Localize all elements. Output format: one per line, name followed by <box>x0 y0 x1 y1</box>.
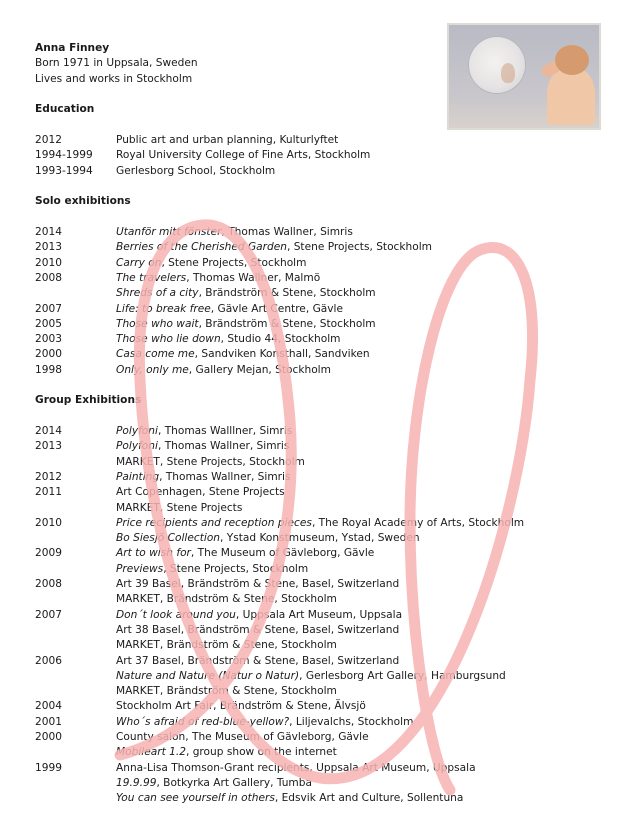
entry-title: Polyfoni <box>116 440 158 453</box>
entry-year: 2013 <box>35 440 62 453</box>
entry-details: , The Museum of Gävleborg, Gävle <box>190 547 375 560</box>
entry-details: Art 37 Basel, Brändström & Stene, Basel, Switzerland <box>116 654 400 667</box>
entry-text <box>116 287 376 299</box>
artist-residence: Lives and works in Stockholm <box>35 72 193 85</box>
entry-text <box>116 517 524 529</box>
entry-details: , Stene Projects, Stockholm <box>163 562 309 575</box>
entry-title: Painting <box>116 470 160 483</box>
entry-details: Art 39 Basel, Brändström & Stene, Basel, Switzerland <box>116 578 400 590</box>
entry-details: Stockholm Art Fair, Brändström & Stene, Älvsjö <box>116 700 366 713</box>
entry-title: You can see yourself in others <box>116 792 275 805</box>
entry-year: 2000 <box>35 731 62 743</box>
entry-year: 2009 <box>35 547 62 560</box>
entry-title: Who´s afraid of red-blue-yellow? <box>116 715 290 728</box>
entry-text <box>116 716 413 728</box>
entry-title: 19.9.99 <box>116 776 157 789</box>
entry-year: 2010 <box>35 256 62 269</box>
entry-details: Gerlesborg School, Stockholm <box>116 164 276 177</box>
entry-details: , Ystad Konstmuseum, Ystad, Sweden <box>220 532 420 545</box>
entry-details: , Thomas Wallner, Simris <box>159 470 291 483</box>
entry-title: Previews <box>116 562 164 575</box>
entry-year: 1999 <box>35 761 62 774</box>
entry-details: , Studio 44, Stockholm <box>220 333 341 346</box>
entry-details: , Uppsala Art Museum, Uppsala <box>235 608 403 621</box>
entry-details: , Gerlesborg Art Gallery, Hamburgsund <box>299 669 506 682</box>
entry-year: 2008 <box>35 578 62 590</box>
entry-text <box>116 609 402 621</box>
entry-details: , Brändström & Stene, Stockholm <box>198 317 376 330</box>
entry-year: 1994-1999 <box>35 149 93 162</box>
entry-title: Casa come me <box>116 348 195 361</box>
entry-details: , Thomas Wallner, Malmö <box>186 271 321 284</box>
entry-text <box>116 700 366 712</box>
entry-year: 1998 <box>35 363 62 376</box>
entry-text <box>116 257 306 269</box>
entry-year: 2014 <box>35 226 62 238</box>
entry-title: Utanför mitt fönster <box>116 226 222 238</box>
entry-details: , Thomas Walllner, Simris <box>157 425 293 437</box>
entry-title: Those who wait <box>116 317 199 330</box>
entry-text <box>116 670 506 682</box>
entry-year: 1993-1994 <box>35 164 93 177</box>
entry-text <box>116 792 463 804</box>
entry-year: 2005 <box>35 317 62 330</box>
entry-details: MARKET, Brändström & Stene, Stockholm <box>116 593 337 606</box>
entry-title: Those who lie down <box>116 333 221 346</box>
entry-text <box>116 348 370 360</box>
entry-details: , Stene Projects, Stockholm <box>161 256 307 269</box>
entry-details: , Botkyrka Art Gallery, Tumba <box>156 776 312 789</box>
entry-title: Polyfoni <box>116 425 158 437</box>
entry-details: , Gallery Mejan, Stockholm <box>188 363 331 376</box>
entry-year: 2004 <box>35 700 62 713</box>
entry-text <box>116 593 337 605</box>
entry-title: Nature and Nature (Natur o Natur) <box>116 669 300 682</box>
mirror-shape <box>469 37 525 93</box>
entry-text <box>116 578 399 590</box>
section-education: Education <box>35 103 95 115</box>
entry-details: , Edsvik Art and Culture, Sollentuna <box>274 792 464 805</box>
entry-text <box>116 486 285 498</box>
entry-text <box>116 655 399 667</box>
entry-text <box>116 134 338 146</box>
entry-details: , Liljevalchs, Stockholm <box>289 715 414 728</box>
entry-text <box>116 762 476 774</box>
entry-text <box>116 502 242 514</box>
entry-text <box>116 731 369 743</box>
entry-details: MARKET, Brändström & Stene, Stockholm <box>116 639 337 652</box>
entry-text <box>116 563 308 575</box>
entry-details: Public art and urban planning, Kulturlyftet <box>116 134 339 146</box>
entry-title: Carry on <box>116 256 162 269</box>
entry-text <box>116 149 370 161</box>
entry-title: Berries of the Cherished Garden <box>116 241 287 254</box>
entry-year: 2013 <box>35 241 62 254</box>
entry-year: 2012 <box>35 134 62 146</box>
entry-title: Shreds of a city <box>116 287 199 300</box>
entry-title: Price recipients and reception pieces <box>116 516 312 529</box>
artist-born: Born 1971 in Uppsala, Sweden <box>35 57 198 70</box>
entry-details: , The Royal Academy of Arts, Stockholm <box>311 516 525 529</box>
entry-details: County salon, The Museum of Gävleborg, Gävle <box>116 731 369 743</box>
entry-text <box>116 333 341 345</box>
section-solo-exhibitions: Solo exhibitions <box>35 195 131 207</box>
entry-text <box>116 532 420 544</box>
entry-details: Art Copenhagen, Stene Projects <box>116 486 285 499</box>
entry-details: , Thomas Wallner, Simris <box>221 226 353 238</box>
entry-title: Art to wish for <box>116 547 191 560</box>
entry-details: , Gävle Art Centre, Gävle <box>210 302 343 315</box>
entry-details: Anna-Lisa Thomson-Grant recipients, Uppsala Art Museum, Uppsala <box>116 761 476 774</box>
entry-title: Mobileart 1.2 <box>116 746 186 759</box>
entry-text <box>116 685 337 697</box>
entry-year: 2007 <box>35 302 62 315</box>
entry-text <box>116 364 331 376</box>
entry-year: 2011 <box>35 486 62 499</box>
entry-title: The travelers <box>116 271 187 284</box>
entry-text <box>116 226 353 238</box>
entry-details: , Stene Projects, Stockholm <box>286 241 432 254</box>
entry-details: MARKET, Brändström & Stene, Stockholm <box>116 685 337 698</box>
entry-text <box>116 272 320 284</box>
entry-details: Art 38 Basel, Brändström & Stene, Basel, Switzerland <box>116 623 400 636</box>
entry-details: , Brändström & Stene, Stockholm <box>198 287 376 300</box>
entry-text <box>116 746 337 758</box>
artist-photo <box>447 23 601 130</box>
entry-year: 2003 <box>35 333 62 346</box>
entry-text <box>116 624 399 636</box>
entry-title: Bo Siesjö Collection <box>116 532 221 545</box>
entry-title: Only, only me <box>116 363 189 376</box>
entry-text <box>116 241 432 253</box>
entry-year: 2006 <box>35 654 62 667</box>
entry-details: , Thomas Wallner, Simris <box>157 440 290 453</box>
artist-name: Anna Finney <box>35 42 110 54</box>
entry-title: Life: to break free <box>116 302 211 315</box>
entry-text <box>116 639 337 651</box>
entry-text <box>116 547 374 559</box>
entry-details: MARKET, Stene Projects <box>116 501 243 514</box>
entry-details: MARKET, Stene Projects, Stockholm <box>116 455 305 468</box>
entry-year: 2001 <box>35 715 62 728</box>
child-figure <box>547 67 595 125</box>
entry-year: 2012 <box>35 470 62 483</box>
entry-text <box>116 303 343 315</box>
entry-details: , Sandviken Konsthall, Sandviken <box>194 348 370 361</box>
entry-details: , group show on the internet <box>185 746 337 759</box>
entry-text <box>116 777 312 789</box>
entry-year: 2010 <box>35 516 62 529</box>
entry-year: 2008 <box>35 271 62 284</box>
entry-details: Royal University College of Fine Arts, Stockholm <box>116 149 371 162</box>
entry-text <box>116 471 290 483</box>
entry-text <box>116 318 376 330</box>
entry-year: 2000 <box>35 348 62 361</box>
entry-year: 2014 <box>35 425 62 437</box>
artist-header <box>35 41 198 87</box>
entry-title: Don´t look around you <box>116 608 236 621</box>
section-group-exhibitions: Group Exhibitions <box>35 394 142 406</box>
entry-text <box>116 165 275 177</box>
entry-text <box>116 456 305 468</box>
entry-text <box>116 440 289 452</box>
entry-text <box>116 425 292 437</box>
entry-year: 2007 <box>35 608 62 621</box>
